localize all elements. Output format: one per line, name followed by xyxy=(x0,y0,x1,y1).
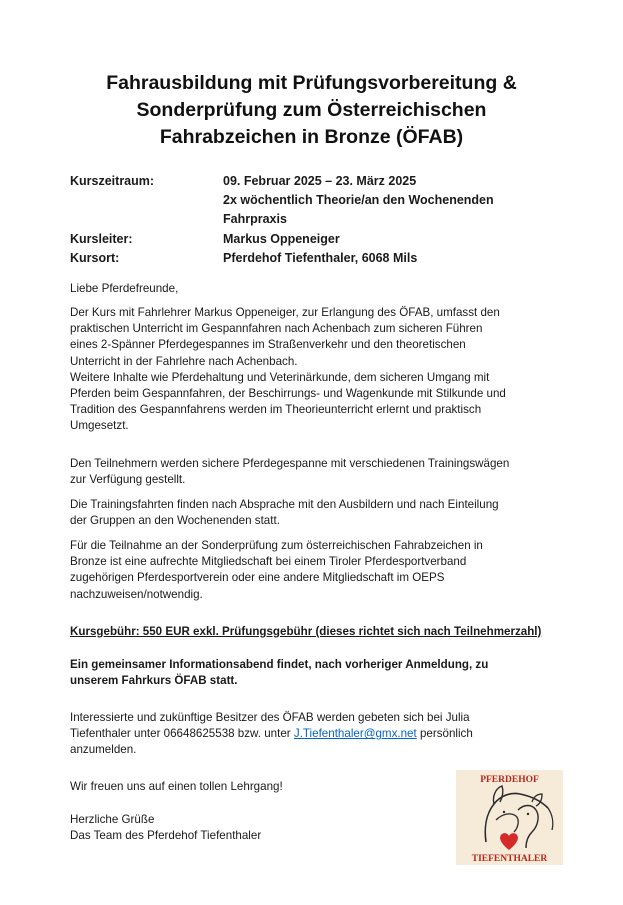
contact-text-pre: Tiefenthaler unter 06648625538 bzw. unter xyxy=(70,727,294,741)
paragraph-line: praktischen Unterricht im Gespannfahren nach Achenbach zum sicheren Führen xyxy=(70,322,483,336)
paragraph-line: Den Teilnehmern werden sichere Pferdegespanne mit verschiedenen Trainingswägen xyxy=(70,457,510,470)
closing-text: Wir freuen uns auf einen tollen Lehrgang! xyxy=(70,780,283,793)
paragraph-equipment xyxy=(70,456,570,488)
paragraph-line: zugehörigen Pferdesportverein oder eine andere Mitgliedschaft im OEPS xyxy=(70,571,445,585)
paragraph-line: Ein gemeinsamer Informationsabend findet, nach vorheriger Anmeldung, zu xyxy=(70,658,489,671)
kurszeitraum-dates: 09. Februar 2025 – 23. März 2025 xyxy=(223,174,417,188)
paragraph-line: zur Verfügung gestellt. xyxy=(70,473,186,487)
paragraph-line: Bronze ist eine aufrechte Mitgliedschaft bei einem Tiroler Pferdesportverband xyxy=(70,555,467,569)
contact-line-with-email xyxy=(70,726,570,742)
email-link[interactable]: J.Tiefenthaler@gmx.net xyxy=(293,727,417,741)
kurszeitraum-practice: Fahrpraxis xyxy=(223,212,287,227)
course-info xyxy=(70,172,543,268)
course-fee xyxy=(70,624,570,640)
kursleiter-label: Kursleiter: xyxy=(70,231,133,246)
paragraph-line: anzumelden. xyxy=(70,743,137,757)
info-row-kursleiter xyxy=(70,230,543,249)
kurszeitraum-schedule: 2x wöchentlich Theorie/an den Wochenenden xyxy=(223,193,494,208)
kursort-value: Pferdehof Tiefenthaler, 6068 Mils xyxy=(223,250,418,265)
paragraph-line: unserem Fahrkurs ÖFAB statt. xyxy=(70,674,238,688)
kurszeitraum-label: Kurszeitraum: xyxy=(70,174,155,188)
logo-bottom-text: TIEFENTHALER xyxy=(471,854,548,864)
paragraph-line: Die Trainingsfahrten finden nach Absprache mit den Ausbildern und nach Einteilung xyxy=(70,498,499,511)
kursort-label: Kursort: xyxy=(70,250,120,265)
paragraph-line: Der Kurs mit Fahrlehrer Markus Oppeneiger, zur Erlangung des ÖFAB, umfasst den xyxy=(70,306,500,319)
logo-graphic xyxy=(456,770,563,865)
title-line-2: Sonderprüfung zum Österreichischen xyxy=(136,99,487,121)
signature-text: Das Team des Pferdehof Tiefenthaler xyxy=(70,829,262,843)
contact-text-post: persönlich xyxy=(416,727,473,741)
course-fee-text: Kursgebühr: 550 EUR exkl. Prüfungsgebühr (dieses richtet sich nach Teilnehmerzahl) xyxy=(70,625,542,638)
regards-text: Herzliche Grüße xyxy=(70,813,155,826)
paragraph-line: Für die Teilnahme an der Sonderprüfung zum österreichischen Fahrabzeichen in xyxy=(70,539,483,552)
pferdehof-logo xyxy=(456,770,563,865)
kursleiter-value: Markus Oppeneiger xyxy=(223,231,340,246)
paragraph-line: eines 2-Spänner Pferdegespannes im Straßenverkehr und den theoretischen xyxy=(70,338,466,352)
info-evening xyxy=(70,657,570,689)
paragraph-line: Unterricht in der Fahrlehre nach Achenbach. xyxy=(70,354,298,368)
greeting xyxy=(70,281,570,297)
paragraph-course-description xyxy=(70,305,570,435)
info-row-kursort xyxy=(70,249,543,268)
paragraph-contact xyxy=(70,710,570,759)
info-row-kurszeitraum xyxy=(70,172,543,230)
paragraph-training-drives xyxy=(70,497,570,529)
kurszeitraum-value xyxy=(223,172,543,230)
document-title xyxy=(40,70,583,151)
paragraph-line: Umgesetzt. xyxy=(70,419,129,433)
paragraph-line: Tradition des Gespannfahrens werden im Theorieunterricht erlernt und praktisch xyxy=(70,403,482,417)
paragraph-line: Interessierte und zukünftige Besitzer des ÖFAB werden gebeten sich bei Julia xyxy=(70,711,470,724)
paragraph-line: nachzuweisen/notwendig. xyxy=(70,587,203,601)
logo-top-text: PFERDEHOF xyxy=(480,775,539,785)
title-line-3: Fahrabzeichen in Bronze (ÖFAB) xyxy=(159,126,464,148)
paragraph-line: Pferden beim Gespannfahren, der Beschirrungs- und Wagenkunde mit Stilkunde und xyxy=(70,387,506,401)
paragraph-line: Weitere Inhalte wie Pferdehaltung und Veterinärkunde, dem sicheren Umgang mit xyxy=(70,370,490,384)
paragraph-membership xyxy=(70,538,570,603)
title-line-1: Fahrausbildung mit Prüfungsvorbereitung & xyxy=(106,72,517,94)
greeting-text: Liebe Pferdefreunde, xyxy=(70,282,179,295)
paragraph-line: der Gruppen an den Wochenenden statt. xyxy=(70,514,280,528)
